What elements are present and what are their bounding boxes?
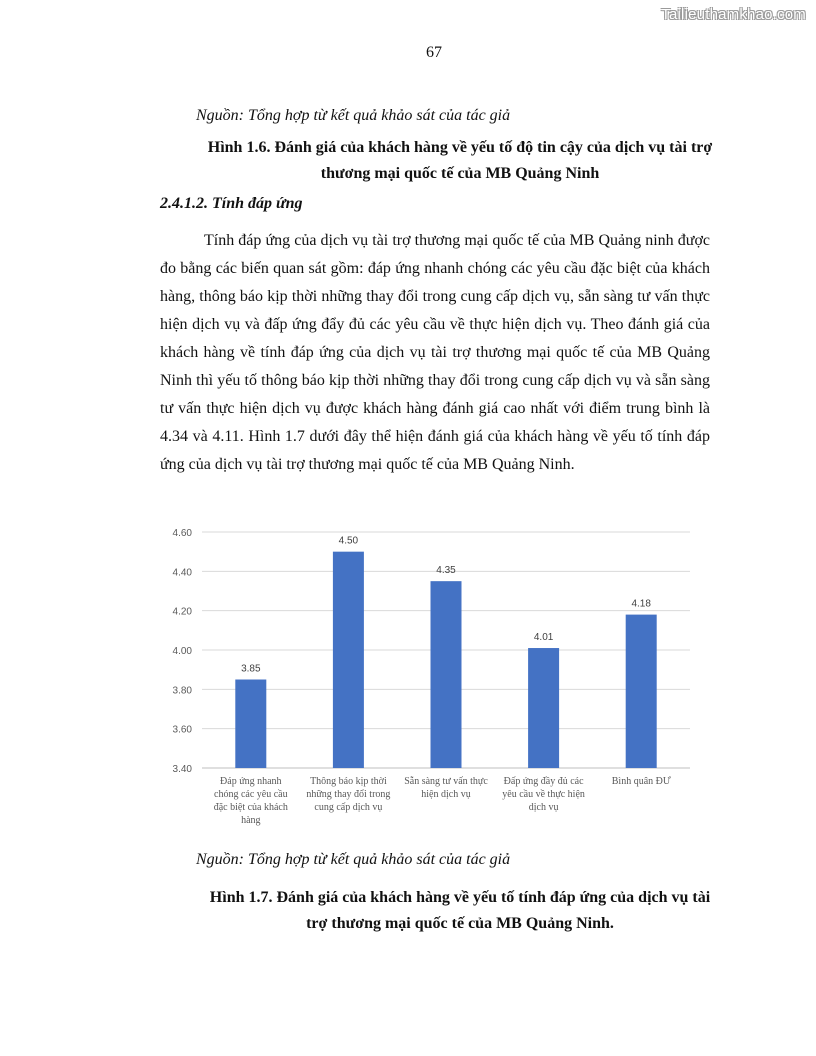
bar xyxy=(235,680,266,769)
y-tick-label: 4.40 xyxy=(172,567,192,579)
data-label: 3.85 xyxy=(241,663,261,675)
category-label: Thông báo kịp thời những thay đổi trong cung cấp dịch vụ xyxy=(306,776,391,813)
bar xyxy=(431,581,462,768)
category-label: Đấp ứng đầy đủ các yêu cầu về thực hiện dịch vụ xyxy=(502,776,585,813)
y-tick-label: 4.60 xyxy=(172,528,192,539)
bar xyxy=(626,615,657,768)
y-tick-label: 3.60 xyxy=(172,724,192,736)
source-note-top: Nguồn: Tổng hợp từ kết quả khảo sát của tác giả xyxy=(196,107,511,124)
data-label: 4.18 xyxy=(631,598,651,610)
figure-caption-1-7 xyxy=(160,885,760,937)
y-tick-label: 3.40 xyxy=(172,764,192,775)
category-label: Bình quân ĐƯ xyxy=(611,776,671,787)
source-note-bottom: Nguồn: Tổng hợp từ kết quả khảo sát của tác giả xyxy=(196,851,511,868)
figure-caption-1-6-line2: thương mại quốc tế của MB Quảng Ninh xyxy=(320,165,600,182)
figure-caption-1-6-line1: Hình 1.6. Đánh giá của khách hàng về yếu tố độ tin cậy của dịch vụ tài trợ xyxy=(207,139,713,156)
data-label: 4.35 xyxy=(436,565,456,577)
category-label: Sẵn sàng tư vấn thực hiện dịch vụ xyxy=(404,776,488,800)
y-tick-label: 3.80 xyxy=(172,685,192,697)
y-tick-label: 4.20 xyxy=(172,606,192,618)
bar xyxy=(528,648,559,768)
page-number: 67 xyxy=(426,44,442,61)
section-heading: 2.4.1.2. Tính đáp ứng xyxy=(160,195,303,212)
figure-caption-1-6 xyxy=(160,135,760,187)
bar-chart xyxy=(160,520,720,840)
figure-caption-1-7-line1: Hình 1.7. Đánh giá của khách hàng về yếu tố tính đáp ứng của dịch vụ tài xyxy=(209,889,711,906)
data-label: 4.50 xyxy=(338,535,359,547)
y-tick-label: 4.00 xyxy=(172,646,192,657)
body-paragraph: Tính đáp ứng của dịch vụ tài trợ thương mại quốc tế của MB Quảng ninh được đo bằng các biến quan sát gồm: đáp ứng nhanh chóng các yêu cầu đặc biệt của khách hàng, thông báo kịp thời những thay đổi trong cung cấp dịch vụ, sẵn sàng tư vấn thực hiện dịch vụ và đấp ứng đẩy đủ các yêu cầu về thực hiện dịch vụ. Theo đánh giá của khách hàng về tính đáp ứng của dịch vụ tài trợ thương mại quốc tế của MB Quảng Ninh thì yếu tố thông báo kịp thời những thay đổi trong cung cấp dịch vụ và sẵn sàng tư vấn thực hiện dịch vụ được khách hàng đánh giá cao nhất với điểm trung bình là 4.34 và 4.11. Hình 1.7 dưới đây thể hiện đánh giá của khách hàng về yếu tố tính đáp ứng của dịch vụ tài trợ thương mại quốc tế của MB Quảng Ninh. xyxy=(160,232,710,473)
watermark: Tailieuthamkhao.com xyxy=(661,6,806,23)
data-label: 4.01 xyxy=(533,632,554,644)
category-label: Đáp ứng nhanh chóng các yêu cầu đặc biệt của khách hàng xyxy=(213,776,288,826)
figure-caption-1-7-line2: trợ thương mại quốc tế của MB Quảng Ninh. xyxy=(306,915,614,932)
bar xyxy=(333,552,364,768)
